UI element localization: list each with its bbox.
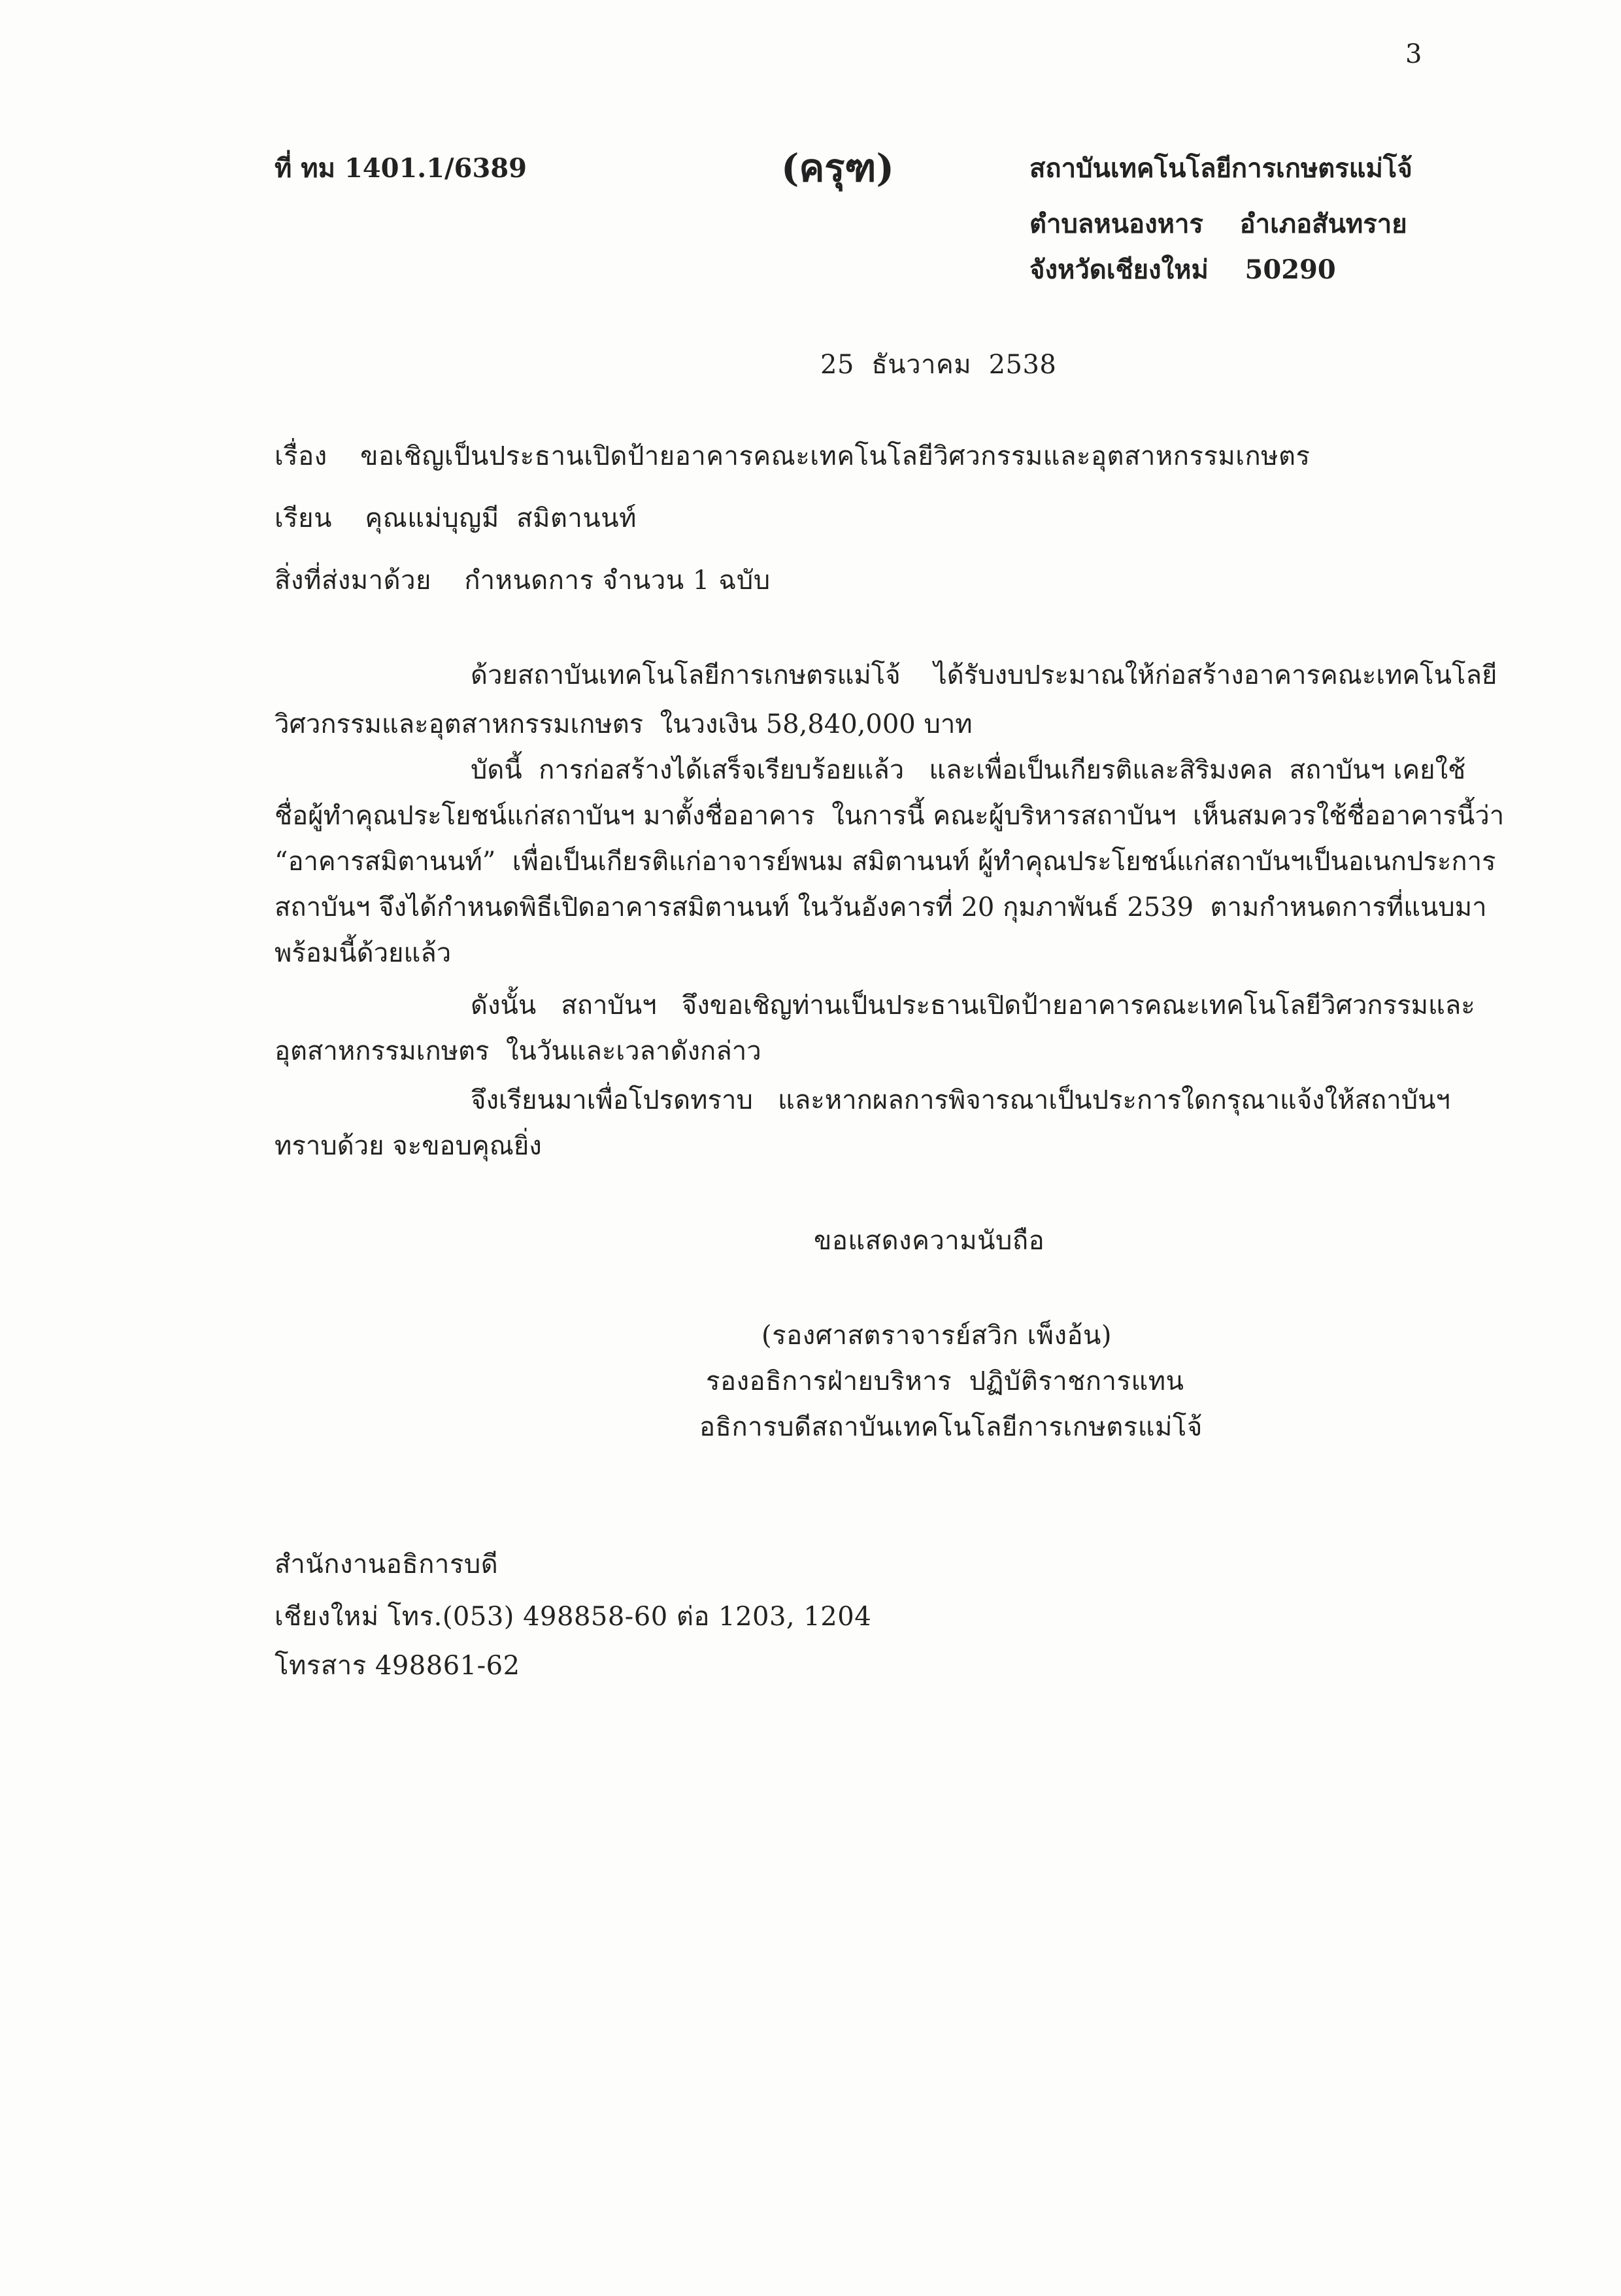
subject-line [275, 435, 1311, 477]
letter-date: 25 ธันวาคม 2538 [820, 350, 1057, 380]
footer-office: สำนักงานอธิการบดี [275, 1549, 499, 1579]
body-p2-line3: “อาคารสมิตานนท์” เพื่อเป็นเกียรติแก่อาจารย์พนม สมิตานนท์ ผู้ทำคุณประโยชน์แก่สถาบันฯเป็นอเนกประการ [275, 847, 1496, 877]
body-p4-line1: จึงเรียนมาเพื่อโปรดทราบ และหากผลการพิจารณาเป็นประการใดกรุณาแจ้งให้สถาบันฯ [471, 1085, 1450, 1115]
body-p3-line2: อุตสาหกรรมเกษตร ในวันและเวลาดังกล่าว [275, 1036, 761, 1066]
footer-phone: เชียงใหม่ โทร.(053) 498858-60 ต่อ 1203, 1204 [275, 1602, 872, 1632]
body-p2-line5: พร้อมนี้ด้วยแล้ว [275, 938, 452, 968]
to-text: คุณแม่บุญมี สมิตานนท์ [365, 503, 637, 533]
org-line-3: จังหวัดเชียงใหม่ 50290 [1029, 254, 1336, 285]
body-p2-line1: บัดนี้ การก่อสร้างได้เสร็จเรียบร้อยแล้ว และเพื่อเป็นเกียรติและสิริมงคล สถาบันฯ เคยใช้ [471, 755, 1466, 785]
enclosure-label: สิ่งที่ส่งมาด้วย [275, 566, 431, 596]
garuda-emblem-placeholder: (ครุฑ) [781, 146, 894, 190]
body-p2-line4: สถาบันฯ จึงได้กำหนดพิธีเปิดอาคารสมิตานนท์ ในวันอังคารที่ 20 กุมภาพันธ์ 2539 ตามกำหนดการที่แนบมา [275, 892, 1487, 922]
org-line-1: สถาบันเทคโนโลยีการเกษตรแม่โจ้ [1029, 153, 1412, 184]
page-number: 3 [1405, 39, 1422, 69]
subject-text: ขอเชิญเป็นประธานเปิดป้ายอาคารคณะเทคโนโลยีวิศวกรรมและอุตสาหกรรมเกษตร [360, 441, 1311, 471]
document-number: ที่ ทม 1401.1/6389 [275, 153, 527, 184]
body-p2-line2: ชื่อผู้ทำคุณประโยชน์แก่สถาบันฯ มาตั้งชื่ออาคาร ในการนี้ คณะผู้บริหารสถาบันฯ เห็นสมควรใช้ชื่ออาคารนี้ว่า [275, 801, 1505, 831]
enclosure-text: กำหนดการ จำนวน 1 ฉบับ [464, 566, 771, 596]
signer-name: (รองศาสตราจารย์สวิก เพ็งอ้น) [761, 1321, 1112, 1351]
footer-fax: โทรสาร 498861-62 [275, 1651, 520, 1681]
body-p4-line2: ทราบด้วย จะขอบคุณยิ่ง [275, 1131, 542, 1161]
signer-position-2: อธิการบดีสถาบันเทคโนโลยีการเกษตรแม่โจ้ [699, 1412, 1203, 1442]
body-p3-line1: ดังนั้น สถาบันฯ จึงขอเชิญท่านเป็นประธานเปิดป้ายอาคารคณะเทคโนโลยีวิศวกรรมและ [471, 990, 1475, 1021]
enclosure-line [275, 559, 771, 601]
subject-label: เรื่อง [275, 441, 327, 471]
closing: ขอแสดงความนับถือ [814, 1226, 1045, 1256]
signer-position-1: รองอธิการฝ่ายบริหาร ปฏิบัติราชการแทน [706, 1366, 1184, 1396]
recipient-line [275, 497, 637, 539]
to-label: เรียน [275, 503, 332, 533]
org-line-2: ตำบลหนองหาร อำเภอสันทราย [1029, 209, 1407, 239]
body-p1-line1: ด้วยสถาบันเทคโนโลยีการเกษตรแม่โจ้ ได้รับงบประมาณให้ก่อสร้างอาคารคณะเทคโนโลยี [471, 660, 1497, 690]
body-p1-line2: วิศวกรรมและอุตสาหกรรมเกษตร ในวงเงิน 58,840,000 บาท [275, 709, 973, 739]
